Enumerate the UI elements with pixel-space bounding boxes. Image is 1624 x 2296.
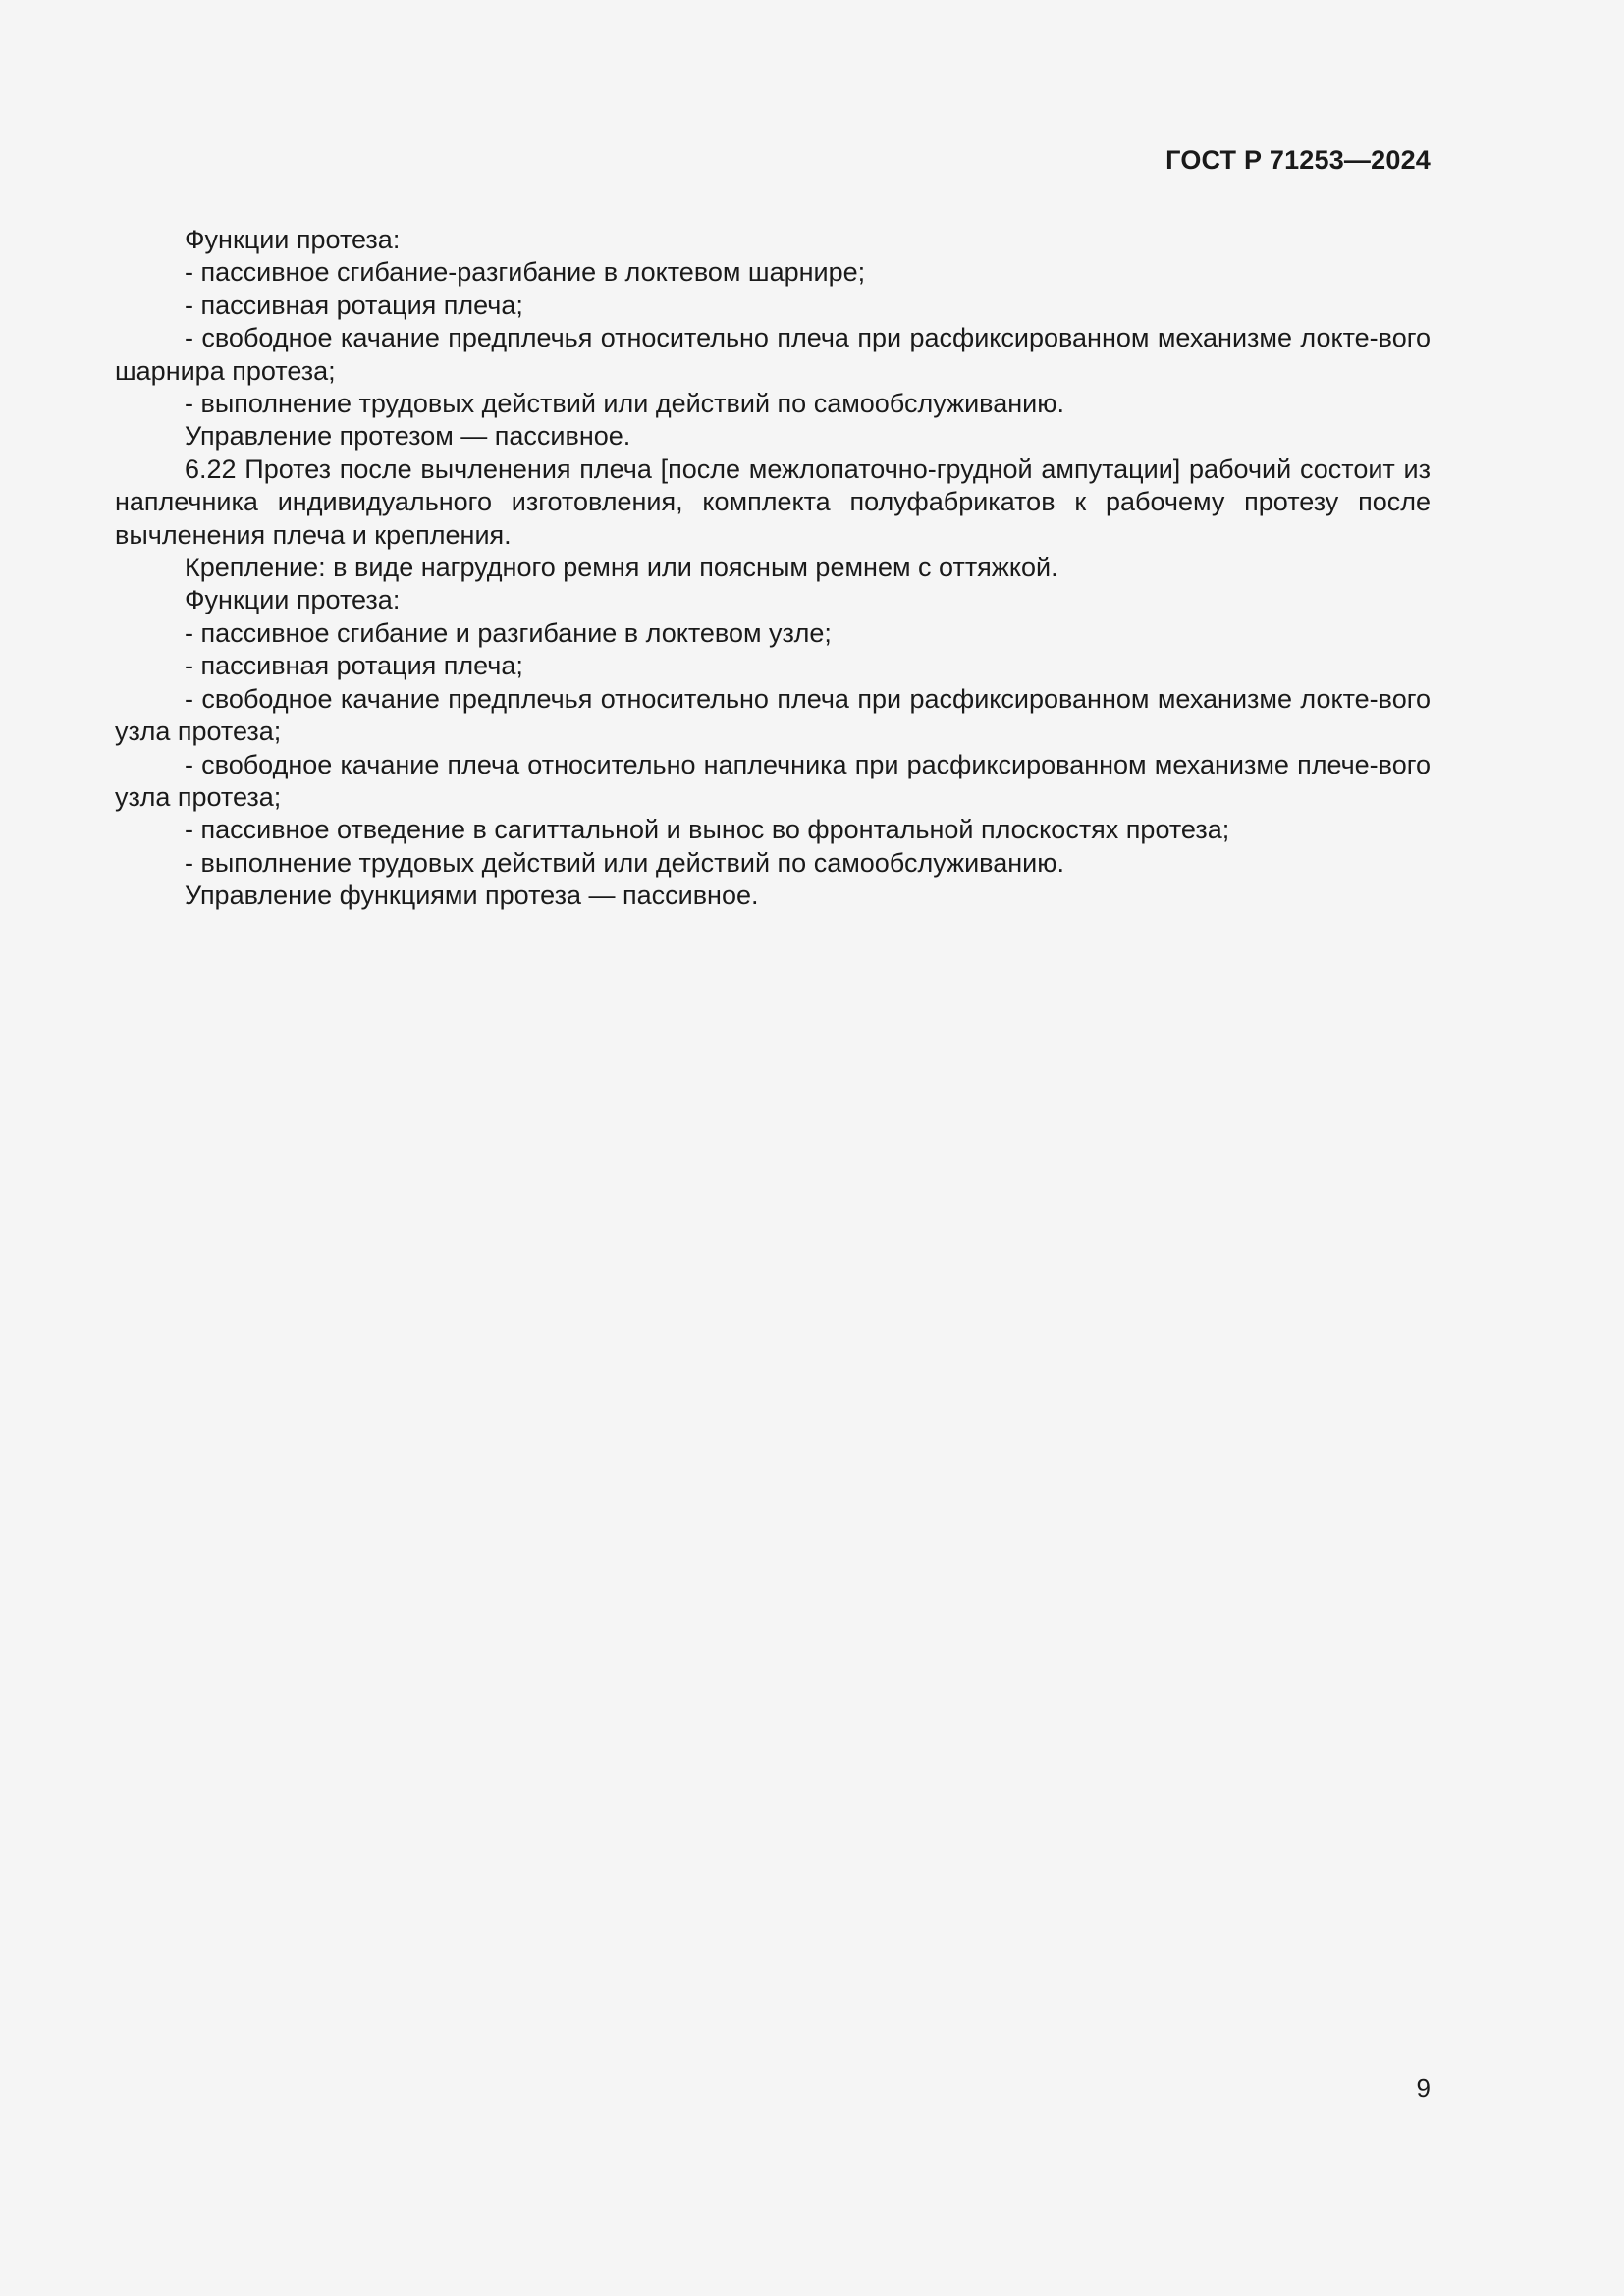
paragraph: Крепление: в виде нагрудного ремня или поясным ремнем с оттяжкой. (185, 553, 1058, 583)
list-item: - выполнение трудовых действий или действий по самообслуживанию. (185, 389, 1064, 419)
document-body (115, 224, 1431, 913)
paragraph: Функции протеза: (185, 225, 401, 254)
list-item: - пассивное сгибание и разгибание в локтевом узле; (185, 617, 832, 648)
list-item: - свободное качание предплечья относительно плеча при расфиксированном механизме локте-вого узла протеза; (115, 683, 1431, 747)
paragraph: Функции протеза: (185, 585, 401, 615)
page-number: 9 (1416, 2073, 1431, 2103)
list-item: - пассивное отведение в сагиттальной и вынос во фронтальной плоскостях протеза; (185, 815, 1230, 845)
list-item: - пассивная ротация плеча; (185, 651, 523, 681)
list-item: - пассивное сгибание-разгибание в локтевом шарнире; (185, 257, 866, 288)
document-number: ГОСТ Р 71253—2024 (1165, 145, 1431, 175)
paragraph: Управление функциями протеза — пассивное. (185, 881, 759, 911)
list-item: - свободное качание предплечья относительно плеча при расфиксированном механизме локте-вого шарнира протеза; (115, 323, 1431, 386)
list-item: - выполнение трудовых действий или действий по самообслуживанию. (185, 847, 1064, 878)
paragraph: Управление протезом — пассивное. (185, 421, 631, 452)
list-item: - свободное качание плеча относительно наплечника при расфиксированном механизме плече-вого узла протеза; (115, 749, 1431, 812)
list-item: - пассивная ротация плеча; (185, 290, 523, 320)
section-paragraph: 6.22 Протез после вычленения плеча [после межлопаточно-грудной ампутации] рабочий состоит из наплечника индивидуального изготовления, комплекта полуфабрикатов к рабочему протезу после вычленения плеча и крепления. (115, 454, 1431, 550)
